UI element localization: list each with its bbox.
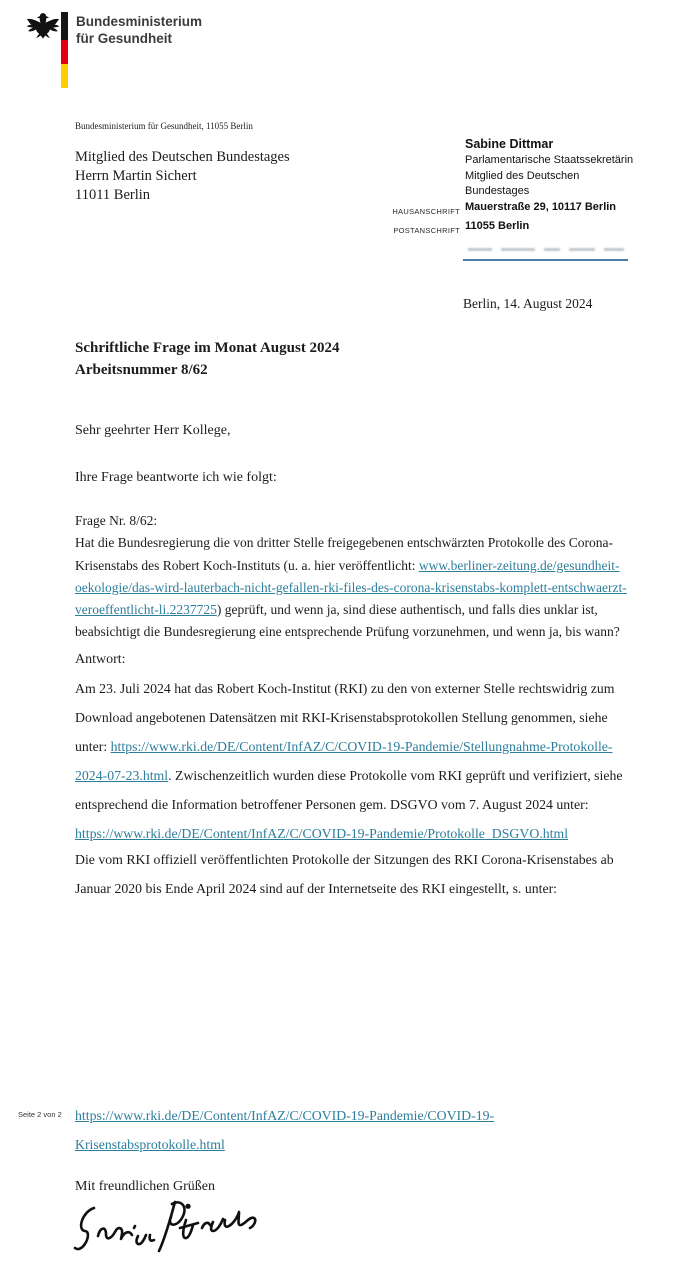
postanschrift-value: 11055 Berlin — [465, 220, 530, 232]
subject-line1: Schriftliche Frage im Monat August 2024 — [75, 340, 340, 356]
rki-krisenstabsprotokolle-link[interactable]: https://www.rki.de/DE/Content/InfAZ/C/COVID-19-Pandemie/COVID-19-Krisenstabsprotokolle.html — [75, 1108, 495, 1152]
recipient-line2: Herrn Martin Sichert — [75, 168, 197, 184]
subject-line2: Arbeitsnummer 8/62 — [75, 362, 208, 378]
subject-block — [75, 337, 340, 381]
closing-salutation: Mit freundlichen Grüßen — [75, 1179, 215, 1194]
ministry-name-line1: Bundesministerium — [76, 14, 203, 29]
sender-return-address: Bundesministerium für Gesundheit, 11055 Berlin — [75, 121, 253, 131]
question-heading: Frage Nr. 8/62: — [75, 513, 158, 528]
contact-underline-rule — [463, 259, 628, 261]
redacted-text-remnant — [468, 248, 624, 252]
answer-text-1: Am 23. Juli 2024 hat das Robert Koch-Institut (RKI) zu den von externer Stelle rechtswidrig zum Download angebotenen Datensätzen mit RKI-Krisenstabsprotokollen Stellung genommen, siehe unter: — [75, 681, 615, 754]
hausanschrift-label: HAUSANSCHRIFT — [392, 206, 460, 216]
contact-role2: Mitglied des Deutschen Bundestages — [465, 169, 580, 197]
rki-stellungnahme-link[interactable]: https://www.rki.de/DE/Content/InfAZ/C/COVID-19-Pandemie/Stellungnahme-Protokolle-2024-07-23.html — [75, 739, 613, 783]
dateline: Berlin, 14. August 2024 — [463, 296, 593, 311]
answer-paragraph — [75, 674, 641, 848]
hausanschrift-value: Mauerstraße 29, 10117 Berlin — [465, 200, 617, 213]
recipient-line3: 11011 Berlin — [75, 187, 151, 203]
question-paragraph — [75, 510, 631, 644]
footer-link-paragraph — [75, 1102, 535, 1159]
recipient-line1: Mitglied des Deutschen Bundestages — [75, 149, 290, 165]
page-number-marker: Seite 2 von 2 — [18, 1110, 62, 1119]
recipient-address — [75, 148, 290, 205]
question-text-after: ) geprüft, und wenn ja, sind diese authentisch, und falls dies unklar ist, beabsichtigt die Bundesregierung eine entsprechende Prüfung vorzunehmen, und wenn ja, bis wann? — [75, 602, 620, 640]
berliner-zeitung-link[interactable]: www.berliner-zeitung.de/gesundheit-oekologie/das-wird-lauterbach-nicht-gefallen-rki-files-des-corona-krisenstabs-komplett-entschwaerzt-veroeffentlicht-li.2237725 — [75, 557, 627, 618]
rki-dsgvo-link[interactable]: https://www.rki.de/DE/Content/InfAZ/C/COVID-19-Pandemie/Protokolle_DSGVO.html — [75, 826, 569, 841]
ministry-name — [76, 13, 202, 47]
handwritten-signature — [68, 1194, 258, 1272]
contact-block — [386, 136, 636, 239]
closing-paragraph: Die vom RKI offiziell veröffentlichten Protokolle der Sitzungen des RKI Corona-Krisenstabes ab Januar 2020 bis Ende April 2024 sind auf der Internetseite des RKI eingestellt, s. unter: — [75, 852, 614, 896]
ministry-name-line2: für Gesundheit — [76, 31, 173, 46]
contact-name: Sabine Dittmar — [465, 137, 554, 151]
answer-heading: Antwort: — [75, 652, 126, 667]
answer-text-2: . Zwischenzeitlich wurden diese Protokolle vom RKI geprüft und verifiziert, siehe entsprechend die Information betroffener Personen gem. DSGVO vom 7. August 2024 unter: — [75, 768, 623, 812]
salutation: Sehr geehrter Herr Kollege, — [75, 423, 231, 438]
contact-role1: Parlamentarische Staatssekretärin — [465, 154, 634, 166]
question-text-before: Hat die Bundesregierung die von dritter Stelle freigegebenen entschwärzten Protokolle des Corona-Krisenstabs des Robert Koch-Instituts (u. a. hier veröffentlicht: — [75, 535, 613, 573]
intro-line: Ihre Frage beantworte ich wie folgt: — [75, 470, 277, 485]
flag-stripe-icon — [61, 12, 68, 88]
federal-eagle-icon — [26, 10, 60, 44]
question-text — [75, 532, 631, 643]
postanschrift-label: POSTANSCHRIFT — [393, 226, 460, 235]
